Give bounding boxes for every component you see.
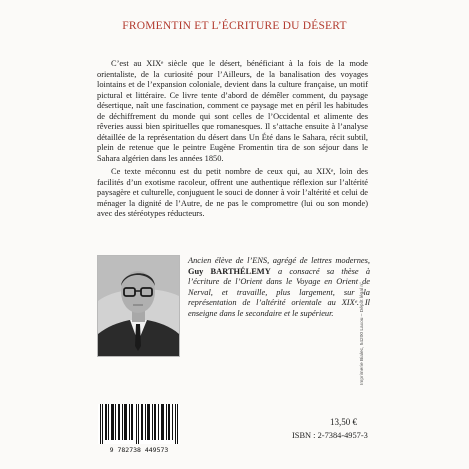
barcode-number: 9 782738 449573	[109, 446, 169, 454]
isbn: ISBN : 2-7384-4957-3	[292, 431, 368, 440]
author-bio	[188, 256, 370, 320]
printer-note: Imprimerie Bialec, 54200 Laxou – Dépôt légal n°	[360, 282, 365, 385]
book-title: FROMENTIN ET L’ÉCRITURE DU DÉSERT	[122, 20, 347, 32]
author-name: Guy BARTHÉLEMY	[188, 266, 271, 276]
price: 13,50 €	[330, 417, 357, 427]
author-photo	[97, 255, 180, 357]
bio-details: a consacré sa thèse à l’écriture de l’Orient dans le Voyage en Orient de Nerval, et travaille, plus largement, sur la représentation de l’altérité orientale au XIXᵉ. Il enseigne dans le secondaire et le supérieur.	[188, 266, 371, 318]
description-paragraph-1: C’est au XIXᵉ siècle que le désert, bénéficiant à la fois de la mode orientaliste, de la curiosité pour l’Ailleurs, de la banalisation des voyages lointains et de l’expansion coloniale, devient dans la culture française, un motif pictural et littéraire. Ce livre tente d’abord de démêler comment, du paysage désertique, naît une fascination, comment ce paysage met en péril les habitudes de déchiffrement du monde qui sont celles de l’Occidental et alimente des rêveries aussi bien spirituelles que romanesques. Il s’attache ensuite à l’analyse détaillée de la représentation du désert dans Un Été dans le Sahara, récit subtil, plein de retenue que le peintre Eugène Fromentin tira de son séjour dans le Sahara algérien dans les années 1850.	[97, 59, 368, 163]
author-portrait-icon	[98, 256, 179, 356]
bio-intro: Ancien élève de l’ENS, agrégé de lettres modernes,	[188, 256, 370, 265]
barcode-icon	[98, 404, 180, 444]
description-paragraph-2: Ce texte méconnu est du petit nombre de ceux qui, au XIXᵉ, loin des facilités d’un exotisme racoleur, offrent une authentique réflexion sur l’altérité paysagère et culturelle, conjuguent le souci de donner à voir l’altérité et celui de ménager la dignité de l’Autre, de ne pas le compromettre (lui ou son monde) avec des stéréotypes réducteurs.	[97, 167, 368, 218]
